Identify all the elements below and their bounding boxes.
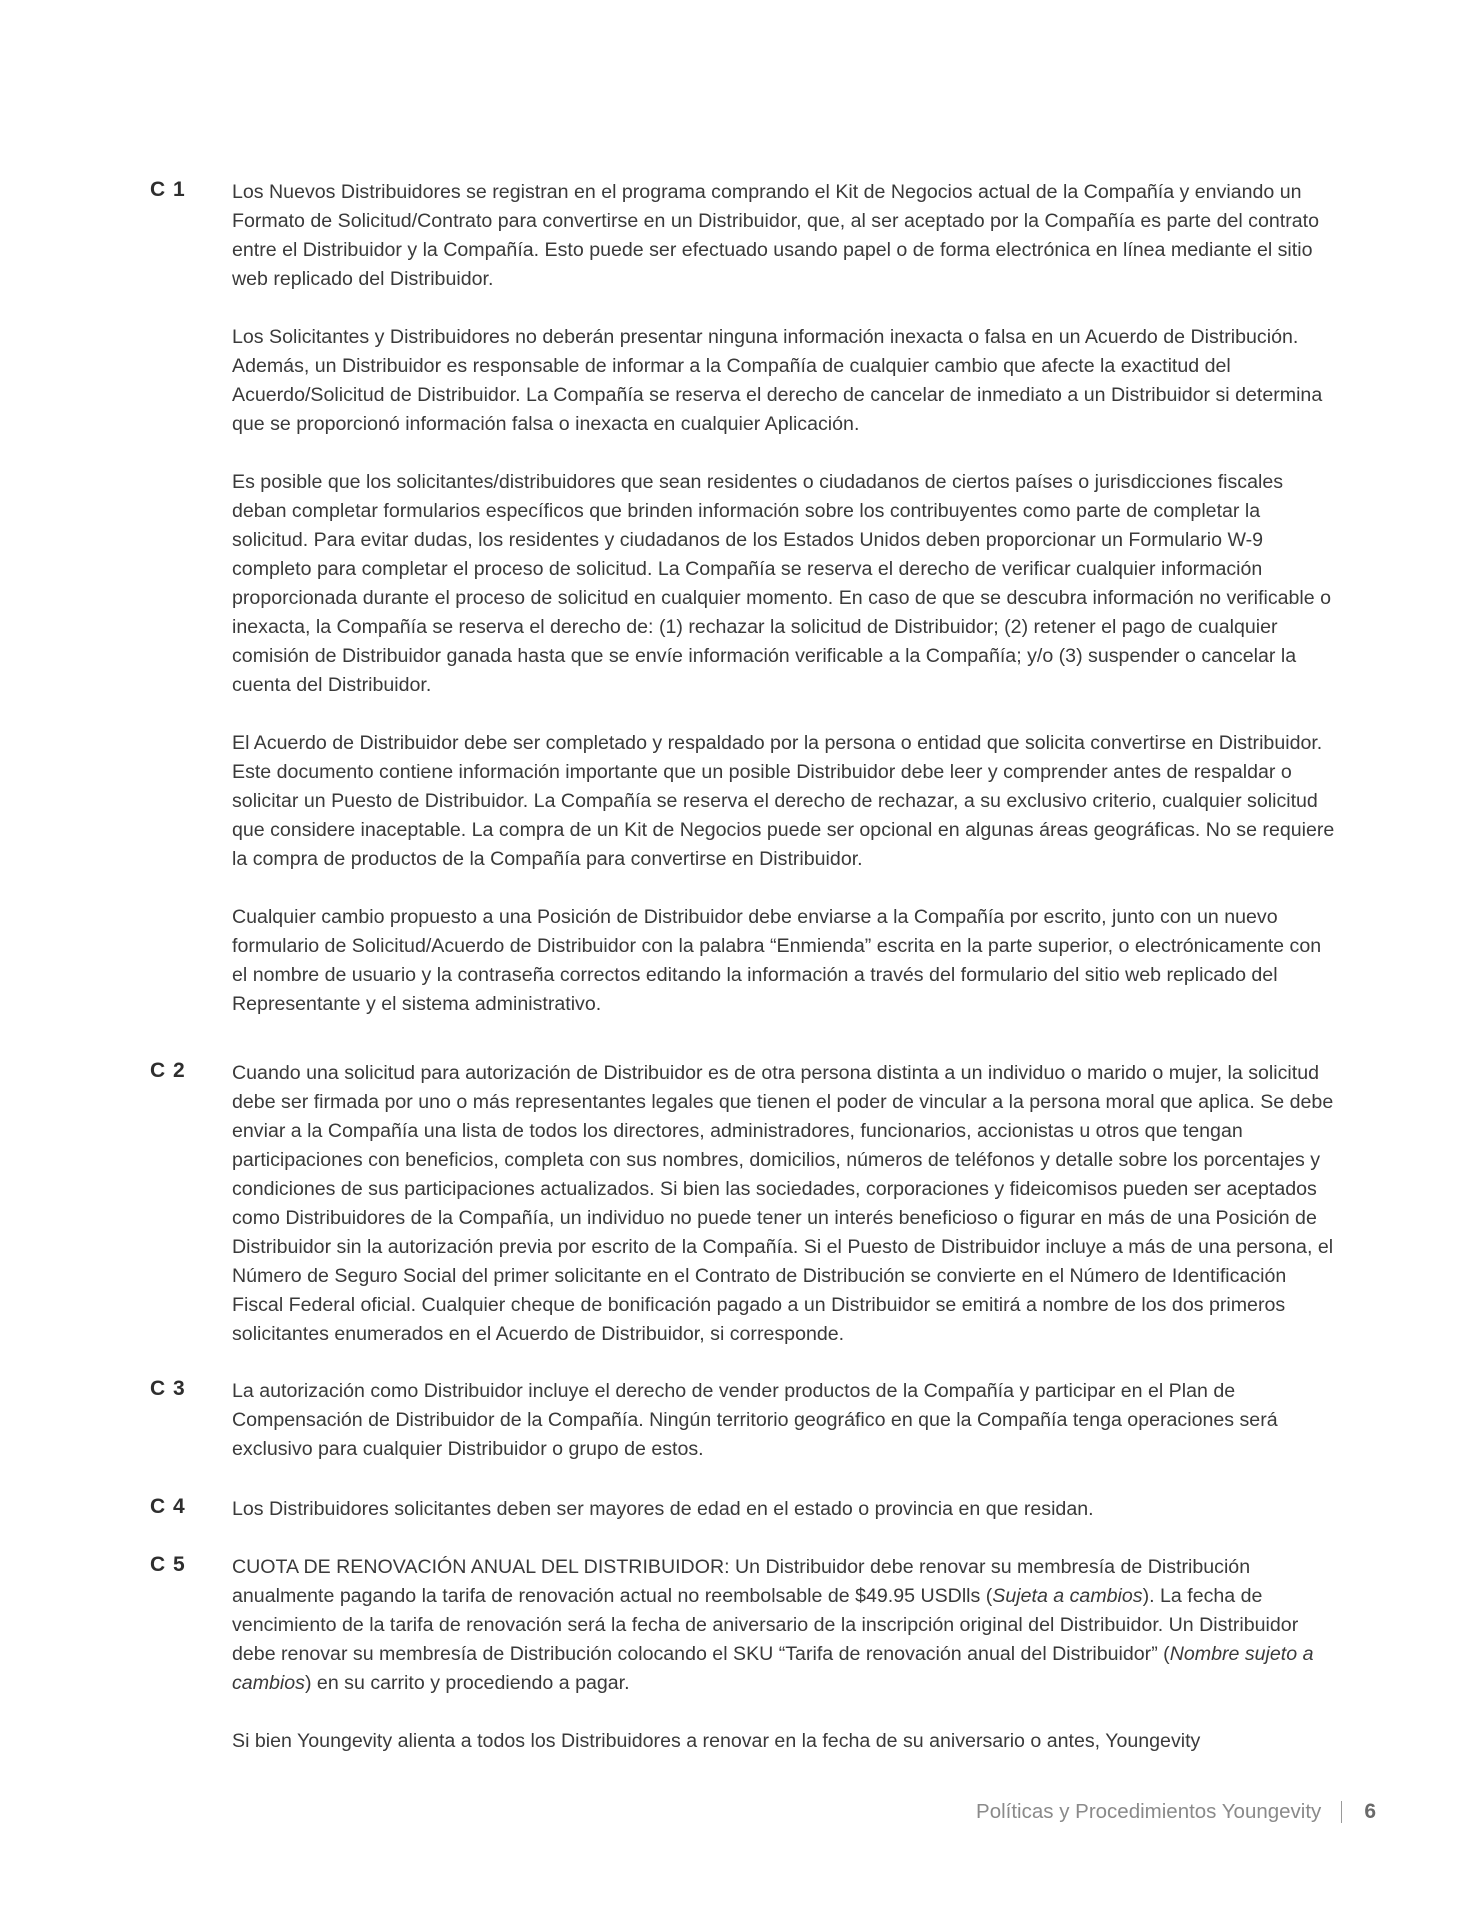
- italic-note: Sujeta a cambios: [992, 1585, 1143, 1607]
- footer-separator: [1341, 1801, 1342, 1823]
- paragraph: [232, 1553, 1340, 1698]
- paragraph: Los Distribuidores solicitantes deben ser mayores de edad en el estado o provincia en que residan.: [232, 1498, 1094, 1520]
- footer-title: Políticas y Procedimientos Youngevity: [976, 1800, 1322, 1823]
- section-label: C 3: [150, 1377, 186, 1400]
- section-body: [232, 1377, 1340, 1464]
- text-run: ). La fecha de vencimiento de la tarifa de renovación será la fecha de aniversario de la inscripción original del Distribuidor. Un Distribuidor debe renovar su membresía de Distribución colocando el SKU “Tarifa de renovación anual del Distribuidor” (: [232, 1585, 1299, 1665]
- section-body: [232, 178, 1340, 1019]
- section-label: C 1: [150, 178, 186, 201]
- section-body: [232, 1553, 1340, 1756]
- section-body: [232, 1059, 1340, 1349]
- page-number: 6: [1364, 1800, 1376, 1823]
- section-label: C 2: [150, 1059, 186, 1082]
- paragraph: Cuando una solicitud para autorización de Distribuidor es de otra persona distinta a un individuo o marido o mujer, la solicitud debe ser firmada por uno o más representantes legales que tienen el poder de vincular a la persona moral que aplica. Se debe enviar a la Compañía una lista de todos los directores, administradores, funcionarios, accionistas u otros que tengan participaciones con beneficios, completa con sus nombres, domicilios, números de teléfonos y detalle sobre los porcentajes y condiciones de sus participaciones actualizados. Si bien las sociedades, corporaciones y fideicomisos pueden ser aceptados como Distribuidores de la Compañía, un individuo no puede tener un interés beneficioso o figurar en más de una Posición de Distribuidor sin la autorización previa por escrito de la Compañía. Si el Puesto de Distribuidor incluye a más de una persona, el Número de Seguro Social del primer solicitante en el Contrato de Distribución se convierte en el Número de Identificación Fiscal Federal oficial. Cualquier cheque de bonificación pagado a un Distribuidor se emitirá a nombre de los dos primeros solicitantes enumerados en el Acuerdo de Distribuidor, si corresponde.: [232, 1062, 1334, 1345]
- paragraph: Los Nuevos Distribuidores se registran en el programa comprando el Kit de Negocios actual de la Compañía y enviando un Formato de Solicitud/Contrato para convertirse en un Distribuidor, que, al ser aceptado por la Compañía es parte del contrato entre el Distribuidor y la Compañía. Esto puede ser efectuado usando papel o de forma electrónica en línea mediante el sitio web replicado del Distribuidor.: [232, 181, 1319, 290]
- paragraph: El Acuerdo de Distribuidor debe ser completado y respaldado por la persona o entidad que solicita convertirse en Distribuidor. Este documento contiene información importante que un posible Distribuidor debe leer y comprender antes de respaldar o solicitar un Puesto de Distribuidor. La Compañía se reserva el derecho de rechazar, a su exclusivo criterio, cualquier solicitud que considere inaceptable. La compra de un Kit de Negocios puede ser opcional en algunas áreas geográficas. No se requiere la compra de productos de la Compañía para convertirse en Distribuidor.: [232, 732, 1335, 870]
- paragraph: Cualquier cambio propuesto a una Posición de Distribuidor debe enviarse a la Compañía por escrito, junto con un nuevo formulario de Solicitud/Acuerdo de Distribuidor con la palabra “Enmienda” escrita en la parte superior, o electrónicamente con el nombre de usuario y la contraseña correctos editando la información a través del formulario del sitio web replicado del Representante y el sistema administrativo.: [232, 906, 1322, 1015]
- paragraph: La autorización como Distribuidor incluye el derecho de vender productos de la Compañía y participar en el Plan de Compensación de Distribuidor de la Compañía. Ningún territorio geográfico en que la Compañía tenga operaciones será exclusivo para cualquier Distribuidor o grupo de estos.: [232, 1380, 1278, 1460]
- section-label: C 5: [150, 1553, 186, 1576]
- paragraph: Es posible que los solicitantes/distribuidores que sean residentes o ciudadanos de ciertos países o jurisdicciones fiscales deban completar formularios específicos que brinden información sobre los contribuyentes como parte de completar la solicitud. Para evitar dudas, los residentes y ciudadanos de los Estados Unidos deben proporcionar un Formulario W-9 completo para completar el proceso de solicitud. La Compañía se reserva el derecho de verificar cualquier información proporcionada durante el proceso de solicitud en cualquier momento. En caso de que se descubra información no verificable o inexacta, la Compañía se reserva el derecho de: (1) rechazar la solicitud de Distribuidor; (2) retener el pago de cualquier comisión de Distribuidor ganada hasta que se envíe información verificable a la Compañía; y/o (3) suspender o cancelar la cuenta del Distribuidor.: [232, 471, 1332, 696]
- paragraph: Los Solicitantes y Distribuidores no deberán presentar ninguna información inexacta o falsa en un Acuerdo de Distribución. Además, un Distribuidor es responsable de informar a la Compañía de cualquier cambio que afecte la exactitud del Acuerdo/Solicitud de Distribuidor. La Compañía se reserva el derecho de cancelar de inmediato a un Distribuidor si determina que se proporcionó información falsa o inexacta en cualquier Aplicación.: [232, 326, 1323, 435]
- page-footer: [976, 1800, 1376, 1824]
- section-body: [232, 1495, 1340, 1524]
- section-label: C 4: [150, 1495, 186, 1518]
- italic-note: Nombre sujeto a cambios: [232, 1643, 1314, 1694]
- text-run: ) en su carrito y procediendo a pagar.: [304, 1672, 630, 1694]
- text-run: CUOTA DE RENOVACIÓN ANUAL DEL DISTRIBUIDOR: Un Distribuidor debe renovar su membresía de Distribución anualmente pagando la tarifa de renovación actual no reembolsable de $49.95 USDlls (: [232, 1556, 1251, 1607]
- paragraph: Si bien Youngevity alienta a todos los Distribuidores a renovar en la fecha de su aniversario o antes, Youngevity: [232, 1730, 1201, 1752]
